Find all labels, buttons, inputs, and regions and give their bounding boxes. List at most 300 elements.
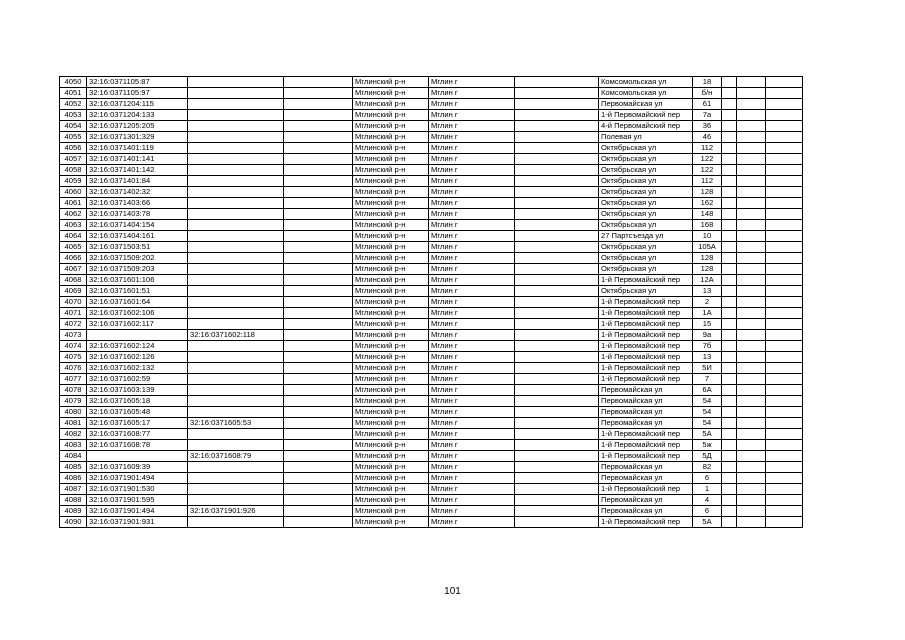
row-number-cell: 4083: [60, 440, 87, 451]
locality-cell: Мглин г: [429, 286, 515, 297]
linked-cadastral-number-cell: [188, 396, 284, 407]
table-row: [60, 77, 803, 88]
street-cell: Октябрьская ул: [599, 143, 693, 154]
blank-col-12-cell: [766, 154, 803, 165]
blank-col-10-cell: [722, 154, 737, 165]
table-row: [60, 473, 803, 484]
house-number-cell: 6: [693, 506, 722, 517]
locality-cell: Мглин г: [429, 517, 515, 528]
blank-col-10-cell: [722, 198, 737, 209]
blank-col-4-cell: [284, 396, 353, 407]
cadastral-number-cell: 32:16:0371901:595: [87, 495, 188, 506]
blank-col-11-cell: [737, 88, 766, 99]
blank-col-4-cell: [284, 319, 353, 330]
table-row: [60, 495, 803, 506]
linked-cadastral-number-cell: [188, 176, 284, 187]
linked-cadastral-number-cell: [188, 264, 284, 275]
blank-col-11-cell: [737, 198, 766, 209]
blank-col-4-cell: [284, 220, 353, 231]
row-number-cell: 4053: [60, 110, 87, 121]
linked-cadastral-number-cell: [188, 154, 284, 165]
blank-col-12-cell: [766, 407, 803, 418]
blank-col-11-cell: [737, 132, 766, 143]
cadastral-number-cell: 32:16:0371404:161: [87, 231, 188, 242]
street-cell: 1-й Первомайский пер: [599, 451, 693, 462]
blank-col-11-cell: [737, 396, 766, 407]
linked-cadastral-number-cell: [188, 352, 284, 363]
blank-col-4-cell: [284, 143, 353, 154]
blank-col-4-cell: [284, 110, 353, 121]
blank-col-12-cell: [766, 506, 803, 517]
blank-col-7-cell: [515, 440, 599, 451]
linked-cadastral-number-cell: [188, 231, 284, 242]
house-number-cell: 4: [693, 495, 722, 506]
blank-col-11-cell: [737, 176, 766, 187]
blank-col-12-cell: [766, 253, 803, 264]
house-number-cell: 36: [693, 121, 722, 132]
house-number-cell: 5Д: [693, 451, 722, 462]
locality-cell: Мглин г: [429, 99, 515, 110]
row-number-cell: 4077: [60, 374, 87, 385]
blank-col-4-cell: [284, 209, 353, 220]
row-number-cell: 4065: [60, 242, 87, 253]
linked-cadastral-number-cell: [188, 132, 284, 143]
blank-col-7-cell: [515, 451, 599, 462]
house-number-cell: б/н: [693, 88, 722, 99]
blank-col-7-cell: [515, 132, 599, 143]
table-row: [60, 242, 803, 253]
blank-col-12-cell: [766, 352, 803, 363]
blank-col-7-cell: [515, 231, 599, 242]
row-number-cell: 4059: [60, 176, 87, 187]
locality-cell: Мглин г: [429, 308, 515, 319]
blank-col-7-cell: [515, 121, 599, 132]
district-cell: Мглинский р-н: [353, 484, 429, 495]
blank-col-11-cell: [737, 341, 766, 352]
blank-col-12-cell: [766, 143, 803, 154]
blank-col-7-cell: [515, 154, 599, 165]
row-number-cell: 4080: [60, 407, 87, 418]
locality-cell: Мглин г: [429, 88, 515, 99]
blank-col-7-cell: [515, 77, 599, 88]
blank-col-4-cell: [284, 363, 353, 374]
table-row: [60, 330, 803, 341]
blank-col-4-cell: [284, 341, 353, 352]
house-number-cell: 54: [693, 418, 722, 429]
cadastral-number-cell: 32:16:0371403:66: [87, 198, 188, 209]
district-cell: Мглинский р-н: [353, 319, 429, 330]
locality-cell: Мглин г: [429, 341, 515, 352]
cadastral-number-cell: [87, 451, 188, 462]
row-number-cell: 4088: [60, 495, 87, 506]
blank-col-10-cell: [722, 242, 737, 253]
blank-col-4-cell: [284, 517, 353, 528]
blank-col-11-cell: [737, 374, 766, 385]
linked-cadastral-number-cell: 32:16:0371608:79: [188, 451, 284, 462]
blank-col-7-cell: [515, 275, 599, 286]
district-cell: Мглинский р-н: [353, 88, 429, 99]
cadastral-number-cell: 32:16:0371401:84: [87, 176, 188, 187]
table-row: [60, 154, 803, 165]
locality-cell: Мглин г: [429, 110, 515, 121]
table-row: [60, 407, 803, 418]
linked-cadastral-number-cell: 32:16:0371901:926: [188, 506, 284, 517]
locality-cell: Мглин г: [429, 121, 515, 132]
locality-cell: Мглин г: [429, 440, 515, 451]
table-row: [60, 418, 803, 429]
district-cell: Мглинский р-н: [353, 363, 429, 374]
cadastral-number-cell: 32:16:0371608:77: [87, 429, 188, 440]
locality-cell: Мглин г: [429, 495, 515, 506]
blank-col-11-cell: [737, 473, 766, 484]
street-cell: 1-й Первомайский пер: [599, 363, 693, 374]
blank-col-7-cell: [515, 374, 599, 385]
blank-col-7-cell: [515, 198, 599, 209]
cadastral-number-cell: 32:16:0371402:32: [87, 187, 188, 198]
row-number-cell: 4068: [60, 275, 87, 286]
blank-col-11-cell: [737, 451, 766, 462]
district-cell: Мглинский р-н: [353, 154, 429, 165]
blank-col-4-cell: [284, 308, 353, 319]
linked-cadastral-number-cell: [188, 308, 284, 319]
blank-col-11-cell: [737, 110, 766, 121]
house-number-cell: 1А: [693, 308, 722, 319]
cadastral-number-cell: 32:16:0371403:78: [87, 209, 188, 220]
district-cell: Мглинский р-н: [353, 220, 429, 231]
cadastral-number-cell: 32:16:0371204:133: [87, 110, 188, 121]
table-row: [60, 275, 803, 286]
blank-col-10-cell: [722, 363, 737, 374]
blank-col-11-cell: [737, 121, 766, 132]
blank-col-12-cell: [766, 187, 803, 198]
linked-cadastral-number-cell: 32:16:0371605:53: [188, 418, 284, 429]
blank-col-10-cell: [722, 77, 737, 88]
district-cell: Мглинский р-н: [353, 429, 429, 440]
blank-col-7-cell: [515, 143, 599, 154]
cadastral-number-cell: 32:16:0371404:154: [87, 220, 188, 231]
blank-col-11-cell: [737, 517, 766, 528]
house-number-cell: 112: [693, 143, 722, 154]
blank-col-7-cell: [515, 330, 599, 341]
linked-cadastral-number-cell: [188, 297, 284, 308]
table-row: [60, 198, 803, 209]
blank-col-7-cell: [515, 429, 599, 440]
blank-col-11-cell: [737, 484, 766, 495]
linked-cadastral-number-cell: [188, 88, 284, 99]
district-cell: Мглинский р-н: [353, 231, 429, 242]
table-row: [60, 132, 803, 143]
blank-col-12-cell: [766, 110, 803, 121]
row-number-cell: 4072: [60, 319, 87, 330]
row-number-cell: 4084: [60, 451, 87, 462]
blank-col-4-cell: [284, 77, 353, 88]
locality-cell: Мглин г: [429, 143, 515, 154]
table-row: [60, 176, 803, 187]
blank-col-11-cell: [737, 429, 766, 440]
street-cell: 1-й Первомайский пер: [599, 297, 693, 308]
cadastral-number-cell: 32:16:0371603:139: [87, 385, 188, 396]
district-cell: Мглинский р-н: [353, 517, 429, 528]
blank-col-11-cell: [737, 319, 766, 330]
table-row: [60, 253, 803, 264]
linked-cadastral-number-cell: [188, 429, 284, 440]
district-cell: Мглинский р-н: [353, 451, 429, 462]
blank-col-10-cell: [722, 429, 737, 440]
blank-col-10-cell: [722, 396, 737, 407]
blank-col-10-cell: [722, 187, 737, 198]
table-row: [60, 374, 803, 385]
cadastral-number-cell: 32:16:0371301:329: [87, 132, 188, 143]
blank-col-12-cell: [766, 165, 803, 176]
cadastral-number-cell: 32:16:0371204:115: [87, 99, 188, 110]
street-cell: Октябрьская ул: [599, 209, 693, 220]
row-number-cell: 4063: [60, 220, 87, 231]
street-cell: Комсомольская ул: [599, 77, 693, 88]
district-cell: Мглинский р-н: [353, 473, 429, 484]
locality-cell: Мглин г: [429, 132, 515, 143]
linked-cadastral-number-cell: [188, 440, 284, 451]
table-row: [60, 352, 803, 363]
blank-col-12-cell: [766, 99, 803, 110]
blank-col-4-cell: [284, 154, 353, 165]
cadastral-number-cell: 32:16:0371601:64: [87, 297, 188, 308]
blank-col-4-cell: [284, 231, 353, 242]
blank-col-12-cell: [766, 308, 803, 319]
cadastral-number-cell: 32:16:0371105:87: [87, 77, 188, 88]
blank-col-12-cell: [766, 286, 803, 297]
blank-col-12-cell: [766, 396, 803, 407]
blank-col-7-cell: [515, 363, 599, 374]
blank-col-11-cell: [737, 506, 766, 517]
street-cell: Первомайская ул: [599, 495, 693, 506]
blank-col-7-cell: [515, 396, 599, 407]
blank-col-7-cell: [515, 473, 599, 484]
blank-col-12-cell: [766, 484, 803, 495]
district-cell: Мглинский р-н: [353, 495, 429, 506]
blank-col-12-cell: [766, 451, 803, 462]
blank-col-10-cell: [722, 374, 737, 385]
blank-col-11-cell: [737, 220, 766, 231]
locality-cell: Мглин г: [429, 506, 515, 517]
blank-col-4-cell: [284, 451, 353, 462]
locality-cell: Мглин г: [429, 187, 515, 198]
table-row: [60, 99, 803, 110]
linked-cadastral-number-cell: [188, 495, 284, 506]
blank-col-7-cell: [515, 352, 599, 363]
blank-col-10-cell: [722, 385, 737, 396]
locality-cell: Мглин г: [429, 176, 515, 187]
district-cell: Мглинский р-н: [353, 187, 429, 198]
locality-cell: Мглин г: [429, 209, 515, 220]
cadastral-number-cell: 32:16:0371205:205: [87, 121, 188, 132]
blank-col-10-cell: [722, 88, 737, 99]
blank-col-11-cell: [737, 275, 766, 286]
street-cell: 1-й Первомайский пер: [599, 110, 693, 121]
cadastral-number-cell: 32:16:0371608:78: [87, 440, 188, 451]
street-cell: Первомайская ул: [599, 462, 693, 473]
blank-col-4-cell: [284, 264, 353, 275]
blank-col-10-cell: [722, 407, 737, 418]
row-number-cell: 4085: [60, 462, 87, 473]
blank-col-4-cell: [284, 462, 353, 473]
cadastral-number-cell: 32:16:0371401:142: [87, 165, 188, 176]
blank-col-12-cell: [766, 242, 803, 253]
locality-cell: Мглин г: [429, 330, 515, 341]
blank-col-10-cell: [722, 440, 737, 451]
street-cell: Первомайская ул: [599, 385, 693, 396]
blank-col-10-cell: [722, 451, 737, 462]
house-number-cell: 6: [693, 473, 722, 484]
row-number-cell: 4090: [60, 517, 87, 528]
district-cell: Мглинский р-н: [353, 341, 429, 352]
street-cell: Первомайская ул: [599, 99, 693, 110]
locality-cell: Мглин г: [429, 154, 515, 165]
house-number-cell: 61: [693, 99, 722, 110]
blank-col-10-cell: [722, 165, 737, 176]
house-number-cell: 15: [693, 319, 722, 330]
blank-col-4-cell: [284, 374, 353, 385]
locality-cell: Мглин г: [429, 473, 515, 484]
district-cell: Мглинский р-н: [353, 99, 429, 110]
blank-col-10-cell: [722, 506, 737, 517]
linked-cadastral-number-cell: [188, 385, 284, 396]
blank-col-10-cell: [722, 99, 737, 110]
blank-col-12-cell: [766, 275, 803, 286]
blank-col-11-cell: [737, 99, 766, 110]
blank-col-4-cell: [284, 352, 353, 363]
blank-col-7-cell: [515, 462, 599, 473]
blank-col-12-cell: [766, 121, 803, 132]
table-row: [60, 297, 803, 308]
blank-col-12-cell: [766, 220, 803, 231]
row-number-cell: 4052: [60, 99, 87, 110]
linked-cadastral-number-cell: [188, 363, 284, 374]
blank-col-7-cell: [515, 297, 599, 308]
house-number-cell: 54: [693, 396, 722, 407]
linked-cadastral-number-cell: [188, 253, 284, 264]
row-number-cell: 4064: [60, 231, 87, 242]
blank-col-11-cell: [737, 187, 766, 198]
district-cell: Мглинский р-н: [353, 352, 429, 363]
blank-col-4-cell: [284, 286, 353, 297]
street-cell: 4-й Первомайский пер: [599, 121, 693, 132]
house-number-cell: 128: [693, 187, 722, 198]
locality-cell: Мглин г: [429, 264, 515, 275]
blank-col-10-cell: [722, 517, 737, 528]
street-cell: Полевая ул: [599, 132, 693, 143]
blank-col-7-cell: [515, 517, 599, 528]
district-cell: Мглинский р-н: [353, 308, 429, 319]
street-cell: 1-й Первомайский пер: [599, 484, 693, 495]
row-number-cell: 4089: [60, 506, 87, 517]
house-number-cell: 12А: [693, 275, 722, 286]
district-cell: Мглинский р-н: [353, 297, 429, 308]
row-number-cell: 4057: [60, 154, 87, 165]
cadastral-number-cell: 32:16:0371605:18: [87, 396, 188, 407]
house-number-cell: 112: [693, 176, 722, 187]
blank-col-10-cell: [722, 176, 737, 187]
locality-cell: Мглин г: [429, 319, 515, 330]
blank-col-7-cell: [515, 242, 599, 253]
blank-col-10-cell: [722, 220, 737, 231]
table-row: [60, 187, 803, 198]
district-cell: Мглинский р-н: [353, 385, 429, 396]
blank-col-12-cell: [766, 264, 803, 275]
cadastral-number-cell: 32:16:0371601:106: [87, 275, 188, 286]
blank-col-12-cell: [766, 473, 803, 484]
row-number-cell: 4074: [60, 341, 87, 352]
blank-col-7-cell: [515, 110, 599, 121]
table-row: [60, 451, 803, 462]
blank-col-7-cell: [515, 253, 599, 264]
cadastral-number-cell: 32:16:0371602:117: [87, 319, 188, 330]
blank-col-11-cell: [737, 330, 766, 341]
street-cell: Первомайская ул: [599, 473, 693, 484]
blank-col-10-cell: [722, 209, 737, 220]
locality-cell: Мглин г: [429, 385, 515, 396]
blank-col-12-cell: [766, 77, 803, 88]
blank-col-10-cell: [722, 132, 737, 143]
locality-cell: Мглин г: [429, 484, 515, 495]
street-cell: 1-й Первомайский пер: [599, 352, 693, 363]
table-row: [60, 121, 803, 132]
blank-col-11-cell: [737, 286, 766, 297]
district-cell: Мглинский р-н: [353, 264, 429, 275]
district-cell: Мглинский р-н: [353, 253, 429, 264]
blank-col-11-cell: [737, 363, 766, 374]
street-cell: Октябрьская ул: [599, 198, 693, 209]
cadastral-number-cell: 32:16:0371901:494: [87, 473, 188, 484]
linked-cadastral-number-cell: [188, 275, 284, 286]
blank-col-12-cell: [766, 176, 803, 187]
table-row: [60, 165, 803, 176]
row-number-cell: 4050: [60, 77, 87, 88]
district-cell: Мглинский р-н: [353, 462, 429, 473]
blank-col-4-cell: [284, 495, 353, 506]
blank-col-11-cell: [737, 440, 766, 451]
row-number-cell: 4056: [60, 143, 87, 154]
street-cell: 1-й Первомайский пер: [599, 429, 693, 440]
cadastral-number-cell: [87, 330, 188, 341]
blank-col-4-cell: [284, 385, 353, 396]
blank-col-7-cell: [515, 418, 599, 429]
row-number-cell: 4054: [60, 121, 87, 132]
linked-cadastral-number-cell: [188, 407, 284, 418]
street-cell: Октябрьская ул: [599, 220, 693, 231]
table-row: [60, 484, 803, 495]
blank-col-12-cell: [766, 132, 803, 143]
table-row: [60, 110, 803, 121]
blank-col-10-cell: [722, 330, 737, 341]
house-number-cell: 7: [693, 374, 722, 385]
house-number-cell: 122: [693, 154, 722, 165]
linked-cadastral-number-cell: [188, 198, 284, 209]
house-number-cell: 168: [693, 220, 722, 231]
street-cell: Октябрьская ул: [599, 242, 693, 253]
locality-cell: Мглин г: [429, 352, 515, 363]
street-cell: 1-й Первомайский пер: [599, 440, 693, 451]
blank-col-12-cell: [766, 341, 803, 352]
house-number-cell: 54: [693, 407, 722, 418]
linked-cadastral-number-cell: [188, 187, 284, 198]
blank-col-10-cell: [722, 473, 737, 484]
cadastral-number-cell: 32:16:0371601:51: [87, 286, 188, 297]
table-row: [60, 286, 803, 297]
blank-col-7-cell: [515, 220, 599, 231]
cadastral-number-cell: 32:16:0371602:59: [87, 374, 188, 385]
page-number: 101: [444, 586, 461, 597]
blank-col-11-cell: [737, 253, 766, 264]
